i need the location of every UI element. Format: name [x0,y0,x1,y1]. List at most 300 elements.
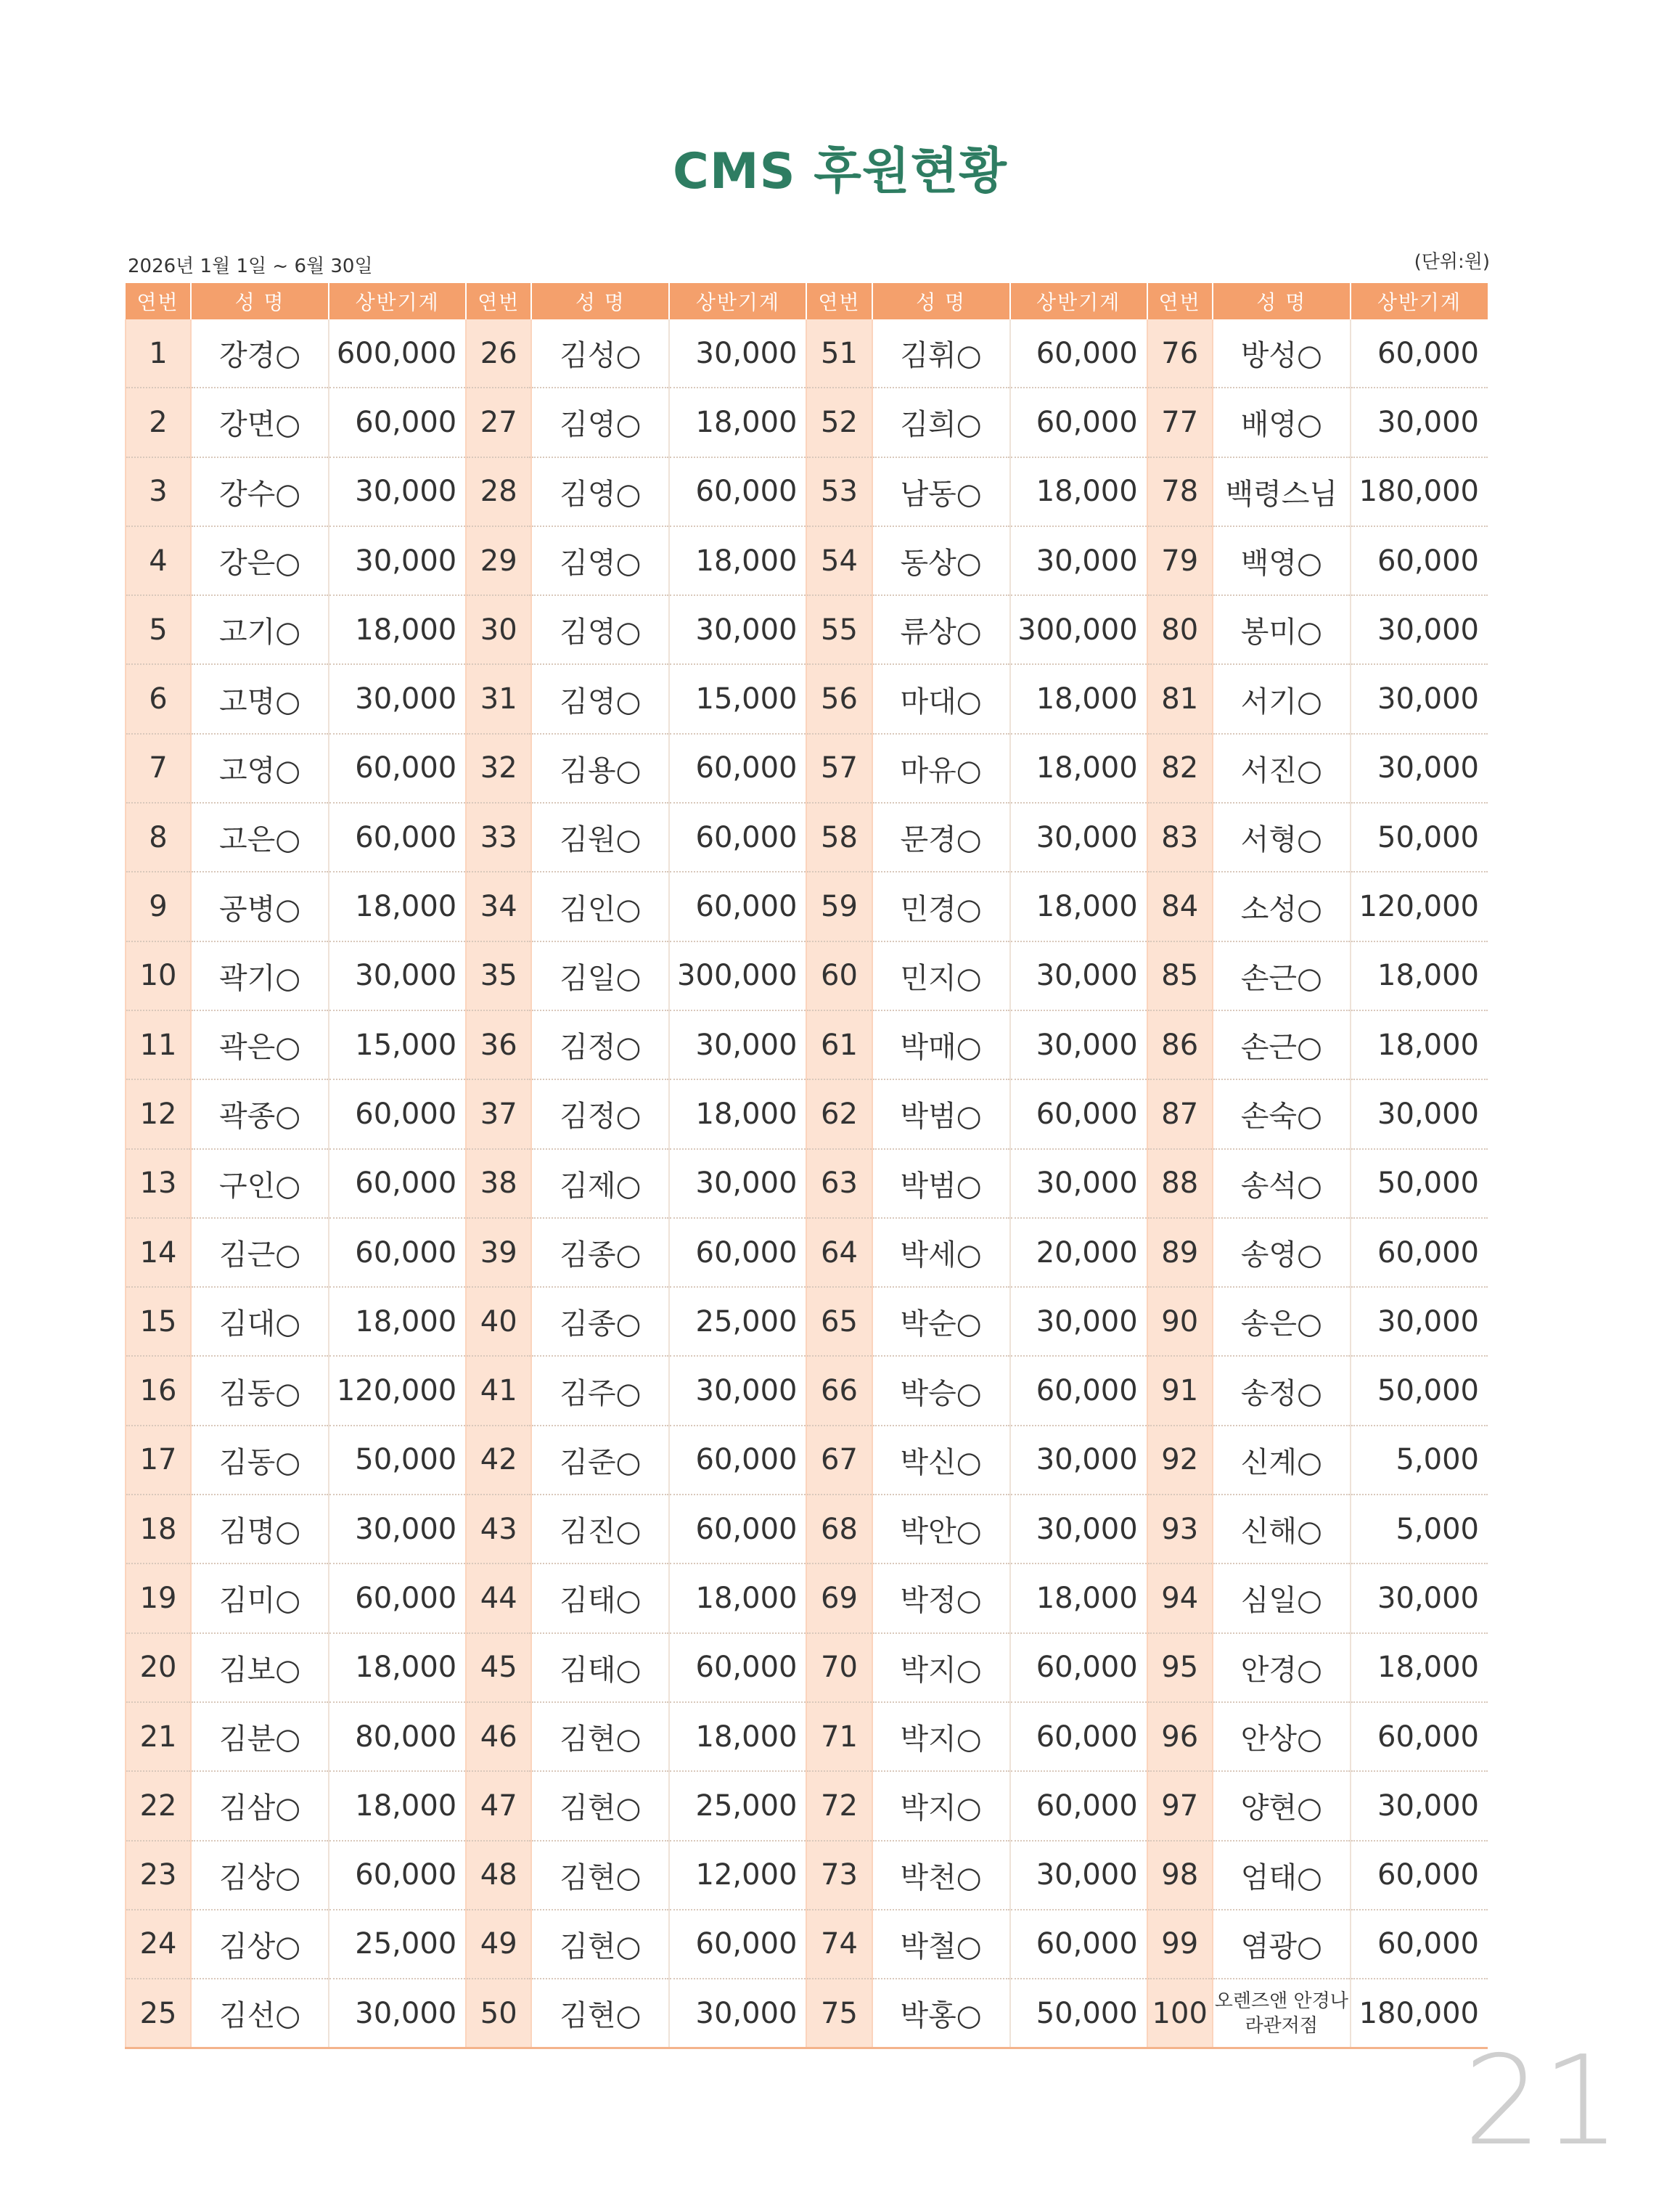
donor-name: 김준○ [531,1426,669,1495]
donation-amount: 60,000 [669,872,806,941]
donation-amount: 18,000 [1010,872,1147,941]
donation-amount: 60,000 [1010,388,1147,457]
donor-name: 송영○ [1213,1218,1351,1287]
donor-name: 백영○ [1213,526,1351,595]
donor-name: 심일○ [1213,1564,1351,1632]
table-row [126,595,1488,664]
entry-number: 39 [466,1218,531,1287]
entry-number: 94 [1147,1564,1213,1632]
entry-number: 49 [466,1910,531,1979]
donation-amount: 60,000 [329,734,466,803]
entry-number: 72 [806,1771,872,1840]
entry-number: 73 [806,1841,872,1910]
entry-number: 13 [126,1149,191,1218]
donation-amount: 60,000 [329,1841,466,1910]
entry-number: 92 [1147,1426,1213,1495]
donor-name: 김태○ [531,1564,669,1632]
donation-amount: 30,000 [1351,664,1488,733]
table-row [126,872,1488,941]
donor-name: 박지○ [872,1633,1010,1702]
donation-amount: 30,000 [329,1979,466,2048]
table-row [126,1979,1488,2048]
donation-amount: 60,000 [669,1910,806,1979]
entry-number: 57 [806,734,872,803]
entry-number: 43 [466,1495,531,1564]
entry-number: 90 [1147,1287,1213,1356]
donor-name: 곽기○ [191,941,329,1010]
entry-number: 6 [126,664,191,733]
donor-name: 백령스님 [1213,457,1351,526]
entry-number: 48 [466,1841,531,1910]
donation-amount: 18,000 [1010,664,1147,733]
donation-amount: 60,000 [1010,1079,1147,1148]
donation-amount: 30,000 [669,1979,806,2048]
table-row [126,1218,1488,1287]
table-row [126,319,1488,388]
donation-amount: 30,000 [1351,595,1488,664]
donor-name: 고영○ [191,734,329,803]
donor-name: 김정○ [531,1079,669,1148]
entry-number: 37 [466,1079,531,1148]
entry-number: 84 [1147,872,1213,941]
header-no: 연번 [126,283,191,319]
donor-name: 소성○ [1213,872,1351,941]
donor-name: 박철○ [872,1910,1010,1979]
donor-name: 오렌즈앤 안경나라관저점 [1213,1979,1351,2048]
donor-name: 김근○ [191,1218,329,1287]
donor-name: 김영○ [531,526,669,595]
donor-name: 김현○ [531,1702,669,1771]
header-no: 연번 [1147,283,1213,319]
header-amount: 상반기계 [669,283,806,319]
donor-name: 동상○ [872,526,1010,595]
donor-name: 박범○ [872,1079,1010,1148]
donation-amount: 18,000 [1010,734,1147,803]
donor-name: 송은○ [1213,1287,1351,1356]
entry-number: 77 [1147,388,1213,457]
donation-amount: 180,000 [1351,457,1488,526]
entry-number: 30 [466,595,531,664]
donor-name: 서기○ [1213,664,1351,733]
donor-name: 강면○ [191,388,329,457]
donation-amount: 30,000 [1351,1564,1488,1632]
donor-name: 손근○ [1213,941,1351,1010]
header-no: 연번 [466,283,531,319]
entry-number: 10 [126,941,191,1010]
header-amount: 상반기계 [329,283,466,319]
entry-number: 33 [466,803,531,872]
donation-amount: 18,000 [329,595,466,664]
entry-number: 23 [126,1841,191,1910]
table-row [126,1495,1488,1564]
donor-name: 고기○ [191,595,329,664]
entry-number: 9 [126,872,191,941]
donor-name: 송석○ [1213,1149,1351,1218]
donation-table [125,283,1488,2049]
donor-name: 김선○ [191,1979,329,2048]
entry-number: 59 [806,872,872,941]
donor-name: 엄태○ [1213,1841,1351,1910]
table-row [126,941,1488,1010]
donation-amount: 60,000 [1010,1356,1147,1425]
donation-amount: 18,000 [669,526,806,595]
donor-name: 박정○ [872,1564,1010,1632]
donor-name: 남동○ [872,457,1010,526]
donation-amount: 60,000 [1351,1841,1488,1910]
header-name: 성 명 [191,283,329,319]
entry-number: 11 [126,1010,191,1079]
donation-amount: 30,000 [1010,1010,1147,1079]
entry-number: 74 [806,1910,872,1979]
donation-amount: 60,000 [669,803,806,872]
entry-number: 20 [126,1633,191,1702]
donation-amount: 18,000 [669,1702,806,1771]
entry-number: 65 [806,1287,872,1356]
table-row [126,1841,1488,1910]
donation-amount: 60,000 [1351,526,1488,595]
header-amount: 상반기계 [1351,283,1488,319]
donor-name: 문경○ [872,803,1010,872]
donor-name: 김영○ [531,664,669,733]
entry-number: 12 [126,1079,191,1148]
donation-amount: 30,000 [669,1149,806,1218]
entry-number: 80 [1147,595,1213,664]
entry-number: 5 [126,595,191,664]
donation-amount: 30,000 [1010,1426,1147,1495]
donation-amount: 15,000 [669,664,806,733]
entry-number: 60 [806,941,872,1010]
table-header-row [126,283,1488,319]
entry-number: 42 [466,1426,531,1495]
table-row [126,1079,1488,1148]
entry-number: 1 [126,319,191,388]
donation-amount: 600,000 [329,319,466,388]
donation-amount: 5,000 [1351,1426,1488,1495]
donor-name: 박지○ [872,1771,1010,1840]
donor-name: 염광○ [1213,1910,1351,1979]
donation-amount: 12,000 [669,1841,806,1910]
donation-amount: 60,000 [1010,1633,1147,1702]
donation-amount: 25,000 [669,1287,806,1356]
donor-name: 김원○ [531,803,669,872]
header-amount: 상반기계 [1010,283,1147,319]
entry-number: 41 [466,1356,531,1425]
header-no: 연번 [806,283,872,319]
donor-name: 김미○ [191,1564,329,1632]
donation-amount: 30,000 [669,1010,806,1079]
entry-number: 17 [126,1426,191,1495]
donor-name: 김주○ [531,1356,669,1425]
entry-number: 91 [1147,1356,1213,1425]
entry-number: 75 [806,1979,872,2048]
entry-number: 56 [806,664,872,733]
donor-name: 김삼○ [191,1771,329,1840]
donation-amount: 60,000 [1010,319,1147,388]
donor-name: 민경○ [872,872,1010,941]
entry-number: 83 [1147,803,1213,872]
donor-name: 김제○ [531,1149,669,1218]
table-row [126,457,1488,526]
donation-amount: 60,000 [1010,1702,1147,1771]
entry-number: 19 [126,1564,191,1632]
entry-number: 62 [806,1079,872,1148]
entry-number: 32 [466,734,531,803]
table-row [126,1287,1488,1356]
donor-name: 김대○ [191,1287,329,1356]
header-name: 성 명 [872,283,1010,319]
donation-amount: 18,000 [329,1633,466,1702]
donor-name: 김휘○ [872,319,1010,388]
donation-amount: 18,000 [669,388,806,457]
donor-name: 김일○ [531,941,669,1010]
entry-number: 28 [466,457,531,526]
donation-amount: 25,000 [329,1910,466,1979]
entry-number: 61 [806,1010,872,1079]
donor-name: 김현○ [531,1841,669,1910]
entry-number: 24 [126,1910,191,1979]
entry-number: 8 [126,803,191,872]
donor-name: 김용○ [531,734,669,803]
donor-name: 박신○ [872,1426,1010,1495]
donor-name: 강경○ [191,319,329,388]
donation-amount: 60,000 [1010,1910,1147,1979]
table-row [126,1149,1488,1218]
donor-name: 곽종○ [191,1079,329,1148]
donor-name: 신계○ [1213,1426,1351,1495]
page-title: CMS 후원현황 [673,143,1007,200]
donation-amount: 30,000 [1010,941,1147,1010]
entry-number: 81 [1147,664,1213,733]
donation-amount: 30,000 [669,319,806,388]
entry-number: 88 [1147,1149,1213,1218]
donation-amount: 60,000 [669,734,806,803]
donation-amount: 30,000 [1351,1771,1488,1840]
donation-amount: 18,000 [669,1079,806,1148]
donation-amount: 60,000 [1351,319,1488,388]
donation-amount: 120,000 [1351,872,1488,941]
entry-number: 44 [466,1564,531,1632]
donor-name: 김영○ [531,457,669,526]
donor-name: 서진○ [1213,734,1351,803]
donation-amount: 30,000 [1010,1495,1147,1564]
entry-number: 55 [806,595,872,664]
donor-name: 김동○ [191,1426,329,1495]
entry-number: 27 [466,388,531,457]
donation-amount: 60,000 [329,803,466,872]
donation-amount: 60,000 [329,1218,466,1287]
donor-name: 강은○ [191,526,329,595]
entry-number: 82 [1147,734,1213,803]
donor-name: 박범○ [872,1149,1010,1218]
entry-number: 21 [126,1702,191,1771]
entry-number: 40 [466,1287,531,1356]
donor-name: 신해○ [1213,1495,1351,1564]
donor-name: 김현○ [531,1910,669,1979]
entry-number: 70 [806,1633,872,1702]
donation-amount: 60,000 [329,388,466,457]
donation-amount: 18,000 [1010,457,1147,526]
donor-name: 박매○ [872,1010,1010,1079]
donation-amount: 300,000 [669,941,806,1010]
entry-number: 63 [806,1149,872,1218]
entry-number: 4 [126,526,191,595]
donor-name: 김명○ [191,1495,329,1564]
donor-name: 박순○ [872,1287,1010,1356]
donor-name: 김보○ [191,1633,329,1702]
entry-number: 85 [1147,941,1213,1010]
donation-amount: 30,000 [329,941,466,1010]
table-row [126,664,1488,733]
entry-number: 26 [466,319,531,388]
donor-name: 고은○ [191,803,329,872]
entry-number: 96 [1147,1702,1213,1771]
entry-number: 89 [1147,1218,1213,1287]
donation-amount: 50,000 [1351,1356,1488,1425]
donation-amount: 18,000 [1351,941,1488,1010]
table-row [126,1910,1488,1979]
table-body [126,319,1488,2048]
donor-name: 김인○ [531,872,669,941]
donation-amount: 18,000 [329,1287,466,1356]
entry-number: 16 [126,1356,191,1425]
donor-name: 안경○ [1213,1633,1351,1702]
entry-number: 64 [806,1218,872,1287]
donor-name: 구인○ [191,1149,329,1218]
donor-name: 박천○ [872,1841,1010,1910]
entry-number: 79 [1147,526,1213,595]
entry-number: 97 [1147,1771,1213,1840]
donor-name: 양현○ [1213,1771,1351,1840]
entry-number: 86 [1147,1010,1213,1079]
donation-amount: 300,000 [1010,595,1147,664]
entry-number: 50 [466,1979,531,2048]
donor-name: 마대○ [872,664,1010,733]
donor-name: 박세○ [872,1218,1010,1287]
donor-name: 김영○ [531,595,669,664]
donation-amount: 60,000 [669,457,806,526]
donor-name: 김현○ [531,1771,669,1840]
donor-name: 강수○ [191,457,329,526]
donation-amount: 60,000 [329,1149,466,1218]
donor-name: 류상○ [872,595,1010,664]
donor-name: 김상○ [191,1841,329,1910]
donation-amount: 30,000 [329,526,466,595]
entry-number: 14 [126,1218,191,1287]
donor-name: 박지○ [872,1702,1010,1771]
entry-number: 46 [466,1702,531,1771]
donation-amount: 30,000 [1351,1287,1488,1356]
table-row [126,1702,1488,1771]
entry-number: 93 [1147,1495,1213,1564]
entry-number: 45 [466,1633,531,1702]
donation-amount: 30,000 [1010,1841,1147,1910]
donation-amount: 60,000 [329,1079,466,1148]
donation-amount: 18,000 [1010,1564,1147,1632]
table-row [126,526,1488,595]
donation-amount: 18,000 [329,1771,466,1840]
donor-name: 김상○ [191,1910,329,1979]
entry-number: 100 [1147,1979,1213,2048]
donor-name: 서형○ [1213,803,1351,872]
entry-number: 15 [126,1287,191,1356]
entry-number: 69 [806,1564,872,1632]
entry-number: 71 [806,1702,872,1771]
donation-amount: 50,000 [1351,1149,1488,1218]
table-row [126,1426,1488,1495]
table-row [126,388,1488,457]
donation-amount: 60,000 [669,1426,806,1495]
donation-amount: 30,000 [1351,1079,1488,1148]
donor-name: 배영○ [1213,388,1351,457]
donation-amount: 30,000 [1351,734,1488,803]
donor-name: 봉미○ [1213,595,1351,664]
donor-name: 김현○ [531,1979,669,2048]
donation-amount: 30,000 [329,1495,466,1564]
entry-number: 78 [1147,457,1213,526]
donation-amount: 30,000 [1010,1287,1147,1356]
entry-number: 2 [126,388,191,457]
donation-amount: 80,000 [329,1702,466,1771]
entry-number: 95 [1147,1633,1213,1702]
entry-number: 25 [126,1979,191,2048]
table-row [126,1633,1488,1702]
donation-amount: 18,000 [329,872,466,941]
donor-name: 박홍○ [872,1979,1010,2048]
donation-amount: 30,000 [329,457,466,526]
donation-amount: 60,000 [1351,1218,1488,1287]
donor-name: 손근○ [1213,1010,1351,1079]
donation-amount: 25,000 [669,1771,806,1840]
donation-amount: 5,000 [1351,1495,1488,1564]
entry-number: 36 [466,1010,531,1079]
donation-amount: 30,000 [1351,388,1488,457]
entry-number: 34 [466,872,531,941]
entry-number: 54 [806,526,872,595]
donation-amount: 50,000 [1010,1979,1147,2048]
donation-amount: 20,000 [1010,1218,1147,1287]
entry-number: 29 [466,526,531,595]
header-name: 성 명 [1213,283,1351,319]
table-row [126,734,1488,803]
donation-amount: 15,000 [329,1010,466,1079]
period-label: 2026년 1월 1일 ~ 6월 30일 [128,256,373,277]
entry-number: 47 [466,1771,531,1840]
donor-name: 공병○ [191,872,329,941]
entry-number: 31 [466,664,531,733]
entry-number: 67 [806,1426,872,1495]
donation-amount: 30,000 [1010,1149,1147,1218]
donation-amount: 50,000 [1351,803,1488,872]
entry-number: 22 [126,1771,191,1840]
donor-name: 김성○ [531,319,669,388]
donation-amount: 60,000 [669,1633,806,1702]
table-row [126,1356,1488,1425]
table-row [126,1010,1488,1079]
donation-amount: 60,000 [1010,1771,1147,1840]
donation-amount: 30,000 [669,595,806,664]
donor-name: 민지○ [872,941,1010,1010]
entry-number: 76 [1147,319,1213,388]
donor-name: 박승○ [872,1356,1010,1425]
donation-amount: 60,000 [329,1564,466,1632]
entry-number: 35 [466,941,531,1010]
header-name: 성 명 [531,283,669,319]
donation-amount: 60,000 [1351,1702,1488,1771]
donation-amount: 60,000 [669,1495,806,1564]
donation-amount: 30,000 [329,664,466,733]
entry-number: 58 [806,803,872,872]
donor-name: 박안○ [872,1495,1010,1564]
